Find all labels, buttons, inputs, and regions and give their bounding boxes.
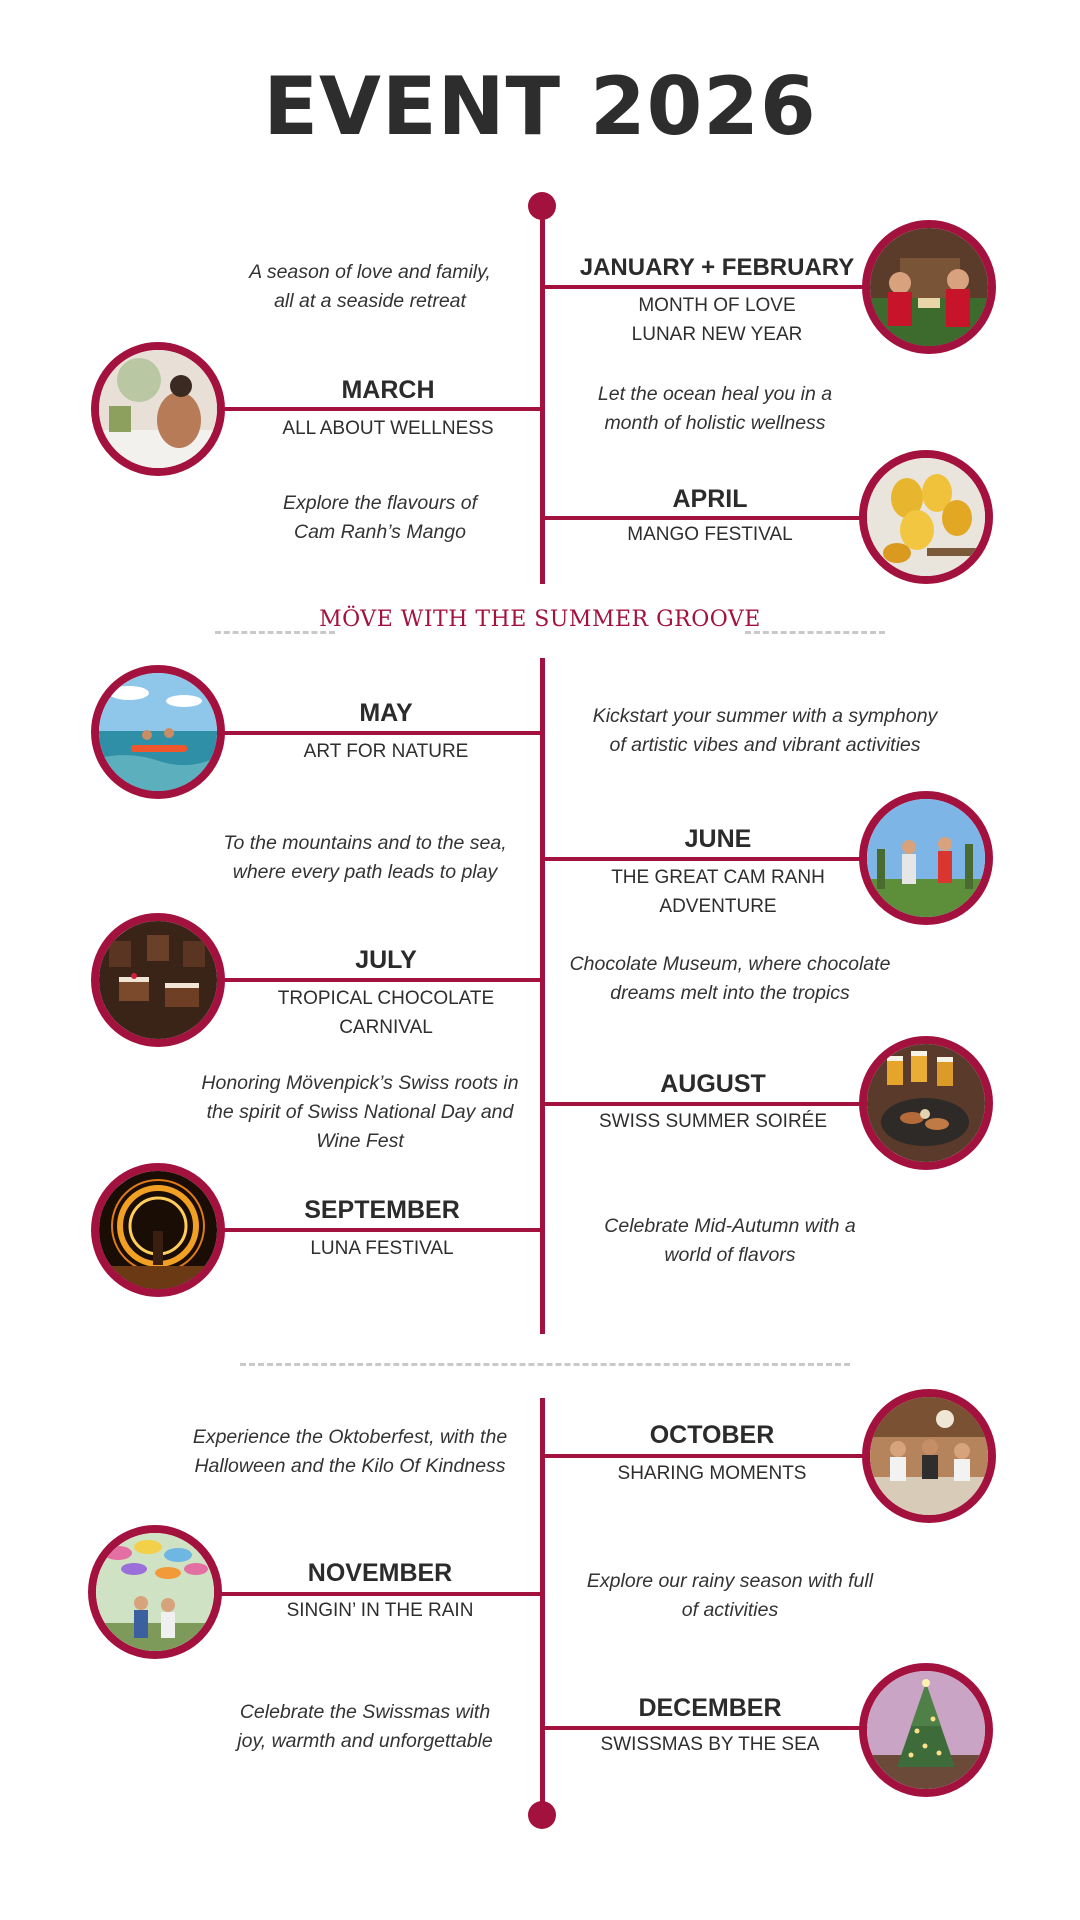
month-title: AUGUST (660, 1070, 766, 1098)
event-description: Honoring Mövenpick’s Swiss roots in (201, 1072, 519, 1094)
page-title: EVENT 2026 (263, 60, 817, 153)
month-title: OCTOBER (649, 1421, 775, 1449)
event-description: Celebrate the Swissmas with (239, 1701, 491, 1723)
connector (215, 978, 541, 982)
fire-spinning-photo (91, 1163, 225, 1297)
month-title: JANUARY + FEBRUARY (579, 254, 855, 281)
event-description: all at a seaside retreat (274, 290, 466, 312)
month-title: NOVEMBER (307, 1559, 453, 1587)
christmas-tree-photo (859, 1663, 993, 1797)
event-description: where every path leads to play (232, 861, 498, 883)
event-subtitle: MONTH OF LOVE (638, 295, 796, 316)
event-subtitle: SINGIN’ IN THE RAIN (286, 1600, 474, 1621)
event-subtitle: ALL ABOUT WELLNESS (282, 418, 494, 439)
connector (215, 731, 541, 735)
event-description: Explore our rainy season with full (586, 1570, 874, 1592)
event-description: month of holistic wellness (604, 412, 826, 434)
month-title: DECEMBER (638, 1694, 782, 1722)
event-description: the spirit of Swiss National Day and (206, 1101, 514, 1123)
timeline-end-dot (528, 1801, 556, 1829)
divider-2 (240, 1363, 850, 1366)
month-title: MARCH (341, 376, 435, 404)
event-description: Kickstart your summer with a symphony (592, 705, 938, 727)
event-subtitle: SWISSMAS BY THE SEA (600, 1734, 820, 1755)
kayak-on-sea-photo (91, 665, 225, 799)
connector (543, 857, 869, 861)
divider-right-1 (745, 631, 885, 634)
connector (215, 407, 541, 411)
month-title: JULY (355, 946, 417, 974)
umbrella-alley-photo (88, 1525, 222, 1659)
event-description: Experience the Oktoberfest, with the (192, 1426, 508, 1448)
month-title: APRIL (672, 485, 748, 513)
event-description: world of flavors (664, 1244, 796, 1266)
section-banner: MÖVE WITH THE SUMMER GROOVE (319, 607, 761, 632)
event-subtitle: MANGO FESTIVAL (627, 524, 793, 545)
chocolate-desserts-photo (91, 913, 225, 1047)
event-description: of activities (681, 1599, 779, 1621)
event-description: To the mountains and to the sea, (223, 832, 507, 854)
spa-massage-photo (91, 342, 225, 476)
beer-and-food-platter-photo (859, 1036, 993, 1170)
event-description: Celebrate Mid-Autumn with a (604, 1215, 856, 1237)
month-title: SEPTEMBER (304, 1196, 460, 1224)
event-description: A season of love and family, (249, 261, 491, 283)
month-title: JUNE (684, 825, 752, 853)
event-subtitle: LUNA FESTIVAL (310, 1238, 454, 1259)
event-description: Halloween and the Kilo Of Kindness (194, 1455, 506, 1477)
event-description: Wine Fest (316, 1130, 404, 1152)
connector (543, 1454, 869, 1458)
event-subtitle: ART FOR NATURE (303, 741, 469, 762)
connector (543, 1102, 869, 1106)
event-subtitle: SHARING MOMENTS (617, 1463, 807, 1484)
event-subtitle: SWISS SUMMER SOIRÉE (598, 1111, 828, 1132)
couple-in-red-ao-dai-photo (862, 220, 996, 354)
event-description: Cam Ranh’s Mango (294, 521, 466, 543)
event-subtitle: TROPICAL CHOCOLATE (277, 988, 495, 1009)
event-description: Explore the flavours of (282, 492, 478, 514)
event-subtitle: ADVENTURE (659, 896, 777, 917)
adventure-zipline-photo (859, 791, 993, 925)
event-description: Chocolate Museum, where chocolate (569, 953, 891, 975)
event-description: of artistic vibes and vibrant activities (609, 734, 921, 756)
event-description: joy, warmth and unforgettable (237, 1730, 493, 1752)
event-subtitle: CARNIVAL (339, 1017, 433, 1038)
restaurant-gathering-photo (862, 1389, 996, 1523)
connector (543, 285, 869, 289)
event-subtitle: THE GREAT CAM RANH (611, 867, 825, 888)
event-description: dreams melt into the tropics (610, 982, 850, 1004)
mango-basket-photo (859, 450, 993, 584)
month-title: MAY (359, 699, 413, 727)
event-description: Let the ocean heal you in a (597, 383, 833, 405)
connector (215, 1228, 541, 1232)
event-subtitle: LUNAR NEW YEAR (631, 324, 803, 345)
